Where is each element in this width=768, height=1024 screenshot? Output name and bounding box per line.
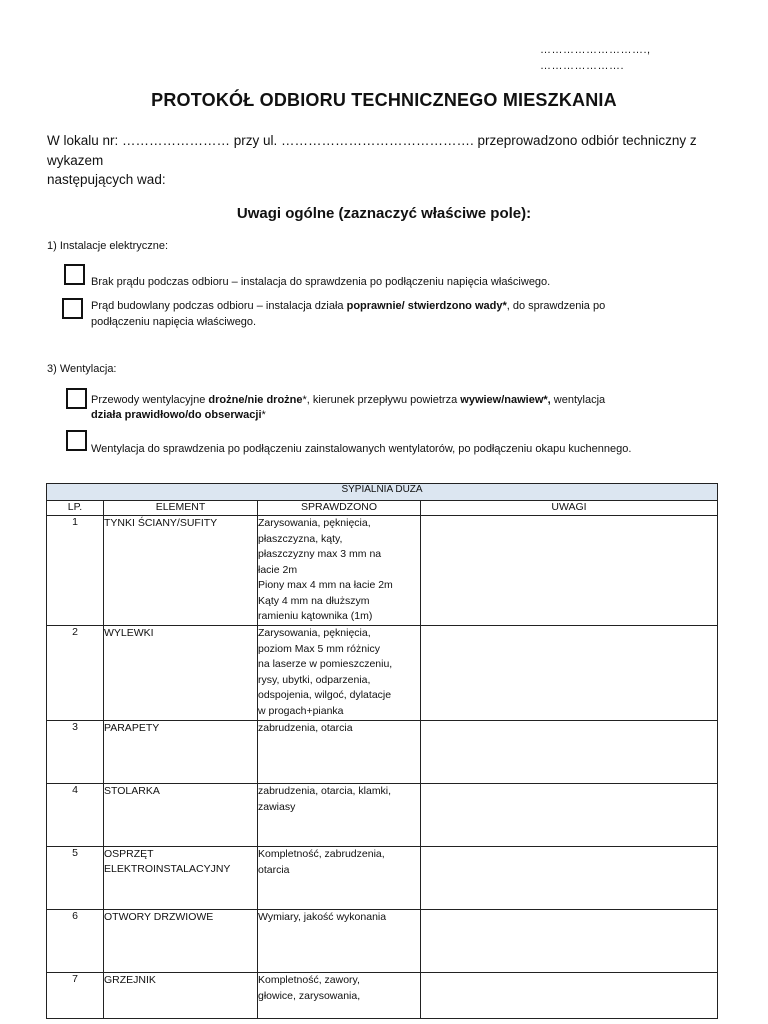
row-checked [258, 973, 421, 1019]
row-checked [258, 847, 421, 910]
row-element [104, 721, 258, 784]
option-construction-power-text: Prąd budowlany podczas odbioru – instalacja działa [91, 300, 347, 312]
row-element-line: ELEKTROINSTALACYJNY [104, 863, 231, 875]
row-checked [258, 516, 421, 626]
row-remarks-cell[interactable] [421, 847, 718, 910]
row-checked-line: Zarysowania, pęknięcia, [258, 627, 371, 639]
intro-line-1: W lokalu nr: …………………… przy ul. ……………………………………. przeprowadzono odbiór techniczny z [47, 133, 697, 148]
row-checked-line: płaszczyzny max 3 mm na [258, 548, 382, 560]
option-construction-power-line-1 [91, 300, 605, 312]
option-ventilation-text-2: *, kierunek przepływu powietrza [302, 394, 461, 406]
row-checked-line: Piony max 4 mm na łacie 2m [258, 579, 393, 591]
option-construction-power-line-2: podłączeniu napięcia właściwego. [91, 316, 257, 328]
row-checked-line: Zarysowania, pęknięcia, [258, 517, 371, 529]
option-ventilation-choice-1: drożne/nie drożne [208, 394, 303, 406]
row-checked-line: na laserze w pomieszczeniu, [258, 658, 393, 670]
row-number: 7 [47, 973, 104, 1019]
row-checked [258, 910, 421, 973]
option-ventilation-text-4: * [261, 409, 266, 421]
option-ventilation-choice-3: działa prawidłowo/do obserwacji [91, 409, 262, 421]
row-checked-line: zabrudzenia, otarcia, klamki, [258, 785, 392, 797]
table-row [47, 721, 718, 784]
general-remarks-title: Uwagi ogólne (zaznaczyć właściwe pole): [236, 205, 532, 222]
table-row [47, 910, 718, 973]
row-number: 3 [47, 721, 104, 784]
row-checked-line: Kompletność, zabrudzenia, [258, 848, 385, 860]
checkbox-ventilation-ducts[interactable] [66, 388, 87, 409]
row-element [104, 910, 258, 973]
checkbox-construction-power[interactable] [62, 298, 83, 319]
row-checked [258, 721, 421, 784]
section-ventilation-label: 3) Wentylacja: [47, 363, 117, 375]
option-ventilation-choice-2: wywiew/nawiew*, [460, 394, 551, 406]
row-checked-line: otarcia [258, 863, 290, 876]
row-checked-line: ramieniu kątownika (1m) [258, 610, 373, 622]
row-checked-line: zawiasy [258, 800, 296, 813]
row-remarks-cell[interactable] [421, 973, 718, 1019]
option-construction-power-text-cont: , do sprawdzenia po [506, 300, 606, 312]
row-element-line: WYLEWKI [104, 627, 154, 639]
option-ventilation-ducts-line-2 [91, 409, 266, 421]
row-checked-line: w progach+pianka [258, 704, 344, 717]
table-row [47, 516, 718, 626]
row-number: 4 [47, 784, 104, 847]
row-checked-line: Wymiary, jakość wykonania [258, 911, 387, 923]
row-element-line: OTWORY DRZWIOWE [104, 911, 214, 923]
row-element [104, 847, 258, 910]
option-construction-power-choice: poprawnie/ stwierdzono wady* [346, 300, 507, 312]
table-row [47, 847, 718, 910]
row-element [104, 973, 258, 1019]
inspection-table [46, 483, 718, 1019]
checkbox-ventilation-later[interactable] [66, 430, 87, 451]
table-row [47, 784, 718, 847]
row-remarks-cell[interactable] [421, 626, 718, 721]
col-header-checked: SPRAWDZONO [258, 501, 421, 516]
table-row [47, 973, 718, 1019]
row-number: 1 [47, 516, 104, 626]
row-element [104, 516, 258, 626]
option-ventilation-ducts-line-1 [91, 394, 605, 406]
col-header-remarks: UWAGI [421, 501, 718, 516]
intro-line-2: wykazem [47, 153, 104, 168]
row-checked-line: Kąty 4 mm na dłuższym [258, 594, 370, 607]
row-checked [258, 626, 421, 721]
row-element-line: PARAPETY [104, 722, 160, 734]
row-checked-line: płaszczyzna, kąty, [258, 532, 343, 545]
row-number: 6 [47, 910, 104, 973]
row-checked-line: łacie 2m [258, 563, 298, 576]
row-element-line: STOLARKA [104, 785, 160, 797]
date-place-line-2: …………………. [540, 60, 625, 72]
intro-line-3: następujących wad: [47, 172, 166, 187]
row-checked-line: zabrudzenia, otarcia [258, 722, 353, 734]
row-number: 2 [47, 626, 104, 721]
section-electrical-label: 1) Instalacje elektryczne: [47, 240, 169, 252]
row-remarks-cell[interactable] [421, 784, 718, 847]
row-element-line: OSPRZĘT [104, 848, 154, 860]
room-header: SYPIALNIA DUŻA [47, 484, 718, 501]
row-remarks-cell[interactable] [421, 516, 718, 626]
row-checked-line: głowice, zarysowania, [258, 989, 361, 1002]
option-ventilation-text-1: Przewody wentylacyjne [91, 394, 209, 406]
option-ventilation-later-text: Wentylacja do sprawdzenia po podłączeniu zainstalowanych wentylatorów, po podłączeniu okapu kuchennego. [91, 443, 632, 455]
row-checked-line: poziom Max 5 mm różnicy [258, 642, 380, 655]
row-checked-line: Kompletność, zawory, [258, 974, 360, 986]
option-no-power-text: Brak prądu podczas odbioru – instalacja do sprawdzenia po podłączeniu napięcia właściwego. [91, 276, 551, 288]
col-header-element: ELEMENT [104, 501, 258, 516]
row-checked-line: odspojenia, wilgoć, dylatacje [258, 689, 392, 701]
option-ventilation-text-3: wentylacja [550, 394, 606, 406]
row-checked-line: rysy, ubytki, odparzenia, [258, 673, 371, 686]
checkbox-no-power[interactable] [64, 264, 85, 285]
row-element [104, 784, 258, 847]
row-remarks-cell[interactable] [421, 910, 718, 973]
row-number: 5 [47, 847, 104, 910]
row-checked [258, 784, 421, 847]
row-element [104, 626, 258, 721]
col-header-lp: LP. [47, 501, 104, 516]
row-element-line: TYNKI ŚCIANY/SUFITY [104, 517, 218, 529]
row-remarks-cell[interactable] [421, 721, 718, 784]
document-title: PROTOKÓŁ ODBIORU TECHNICZNEGO MIESZKANIA [151, 90, 617, 110]
date-place-line-1: ………………………., [540, 44, 651, 56]
table-row [47, 626, 718, 721]
row-element-line: GRZEJNIK [104, 974, 156, 986]
